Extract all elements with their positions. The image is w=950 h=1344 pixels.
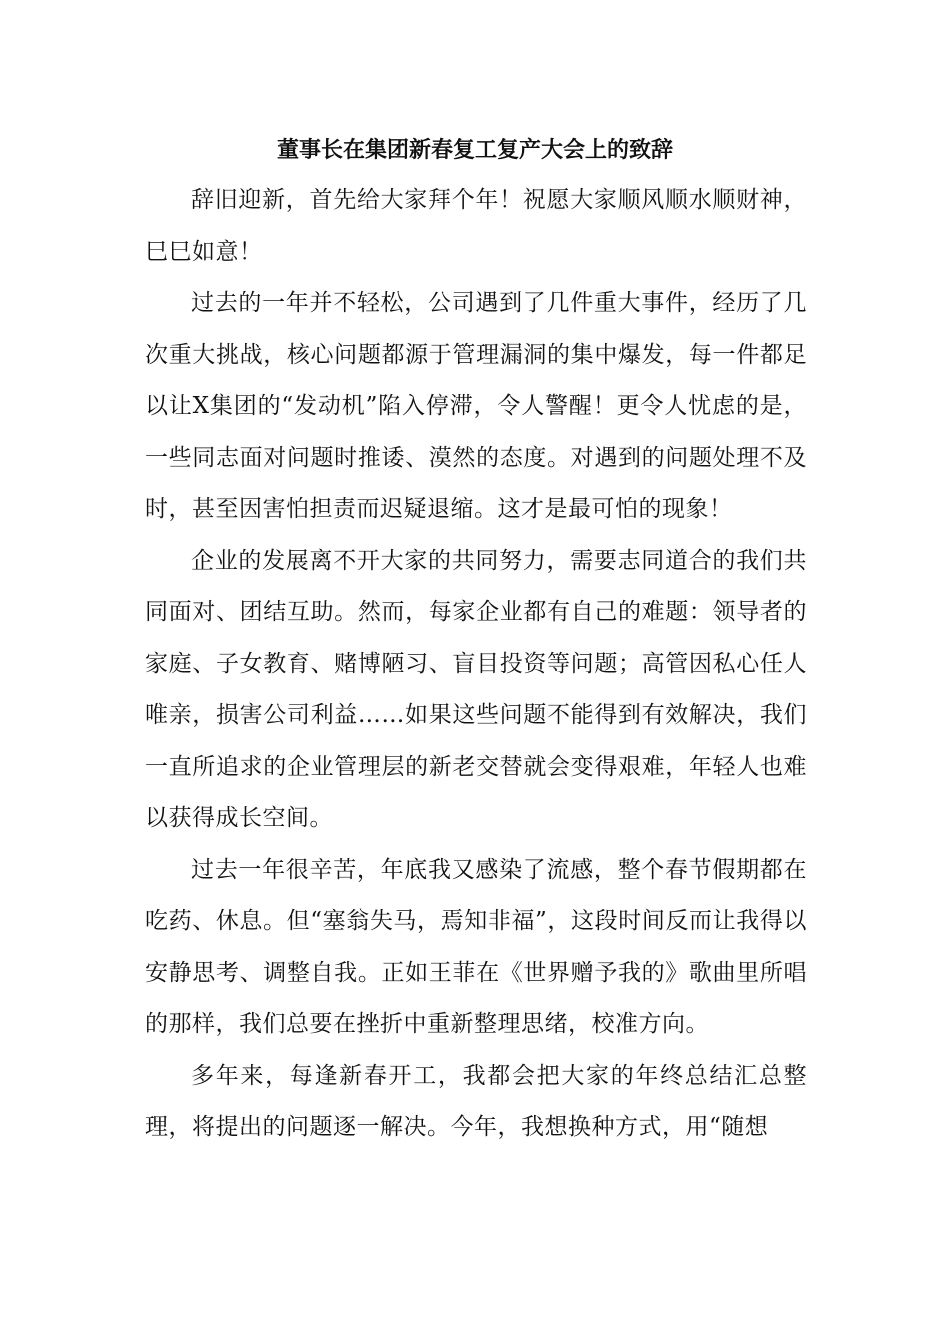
paragraph-enterprise-development: 企业的发展离不开大家的共同努力，需要志同道合的我们共同面对、团结互助。然而，每家企业都有自己的难题：领导者的家庭、子女教育、赌博陋习、盲目投资等问题；高管因私心任人唯亲，损害公司利益……如果这些问题不能得到有效解决，我们一直所追求的企业管理层的新老交替就会变得艰难，年轻人也难以获得成长空间。 (145, 547, 807, 831)
paragraph-greeting: 辞旧迎新，首先给大家拜个年！祝愿大家顺风顺水顺财神，巳巳如意！ (145, 187, 807, 265)
paragraph-past-year: 过去的一年并不轻松，公司遇到了几件重大事件，经历了几次重大挑战，核心问题都源于管理漏洞的集中爆发，每一件都足以让X集团的“发动机”陷入停滞，令人警醒！更令人忧虑的是，一些同志面对问题时推诿、漠然的态度。对遇到的问题处理不及时，甚至因害怕担责而迟疑退缩。这才是最可怕的现象！ (145, 290, 807, 522)
document-title: 董事长在集团新春复工复产大会上的致辞 (276, 137, 673, 163)
paragraph-new-approach: 多年来，每逢新春开工，我都会把大家的年终总结汇总整理，将提出的问题逐一解决。今年，我想换种方式，用“随想 (145, 1062, 807, 1140)
paragraph-reflection: 过去一年很辛苦，年底我又感染了流感，整个春节假期都在吃药、休息。但“塞翁失马，焉知非福”，这段时间反而让我得以安静思考、调整自我。正如王菲在《世界赠予我的》歌曲里所唱的那样，我们总要在挫折中重新整理思绪，校准方向。 (145, 856, 807, 1037)
document-body (145, 175, 807, 1154)
